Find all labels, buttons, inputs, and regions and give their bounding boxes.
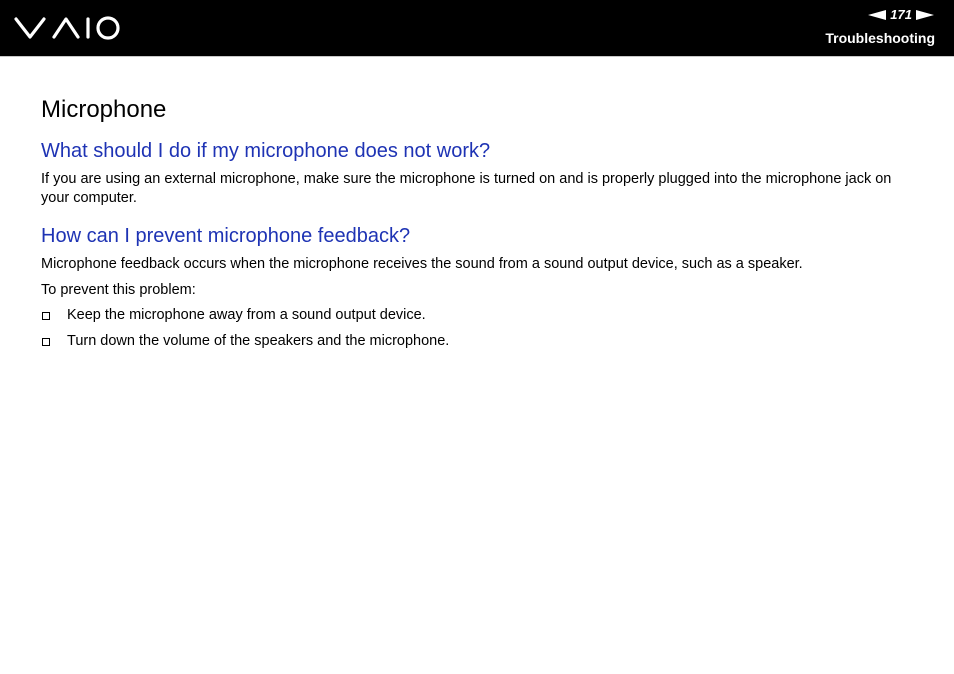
checkbox-bullet-icon: [42, 338, 50, 346]
answer-not-working: If you are using an external microphone, make sure the microphone is turned on and is properly plugged into the microphone jack on your computer.: [41, 171, 892, 206]
question-heading-feedback: How can I prevent microphone feedback?: [41, 225, 411, 247]
list-item: [41, 332, 921, 351]
list-item-text: Turn down the volume of the speakers and the microphone.: [67, 333, 450, 349]
section-label: Troubleshooting: [825, 30, 935, 46]
next-page-icon[interactable]: [916, 10, 934, 20]
checkbox-bullet-icon: [42, 312, 50, 320]
question-heading-not-working: What should I do if my microphone does not work?: [41, 140, 491, 162]
answer-feedback: Microphone feedback occurs when the microphone receives the sound from a sound output device, such as a speaker.: [41, 256, 803, 272]
page-number: 171: [890, 7, 912, 22]
page-navigator: [868, 7, 934, 22]
prevention-list: [41, 306, 921, 351]
prevent-intro: To prevent this problem:: [41, 282, 196, 298]
header-divider: [0, 56, 954, 57]
vaio-logo: [14, 15, 122, 46]
list-item-text: Keep the microphone away from a sound output device.: [67, 307, 426, 323]
list-item: [41, 306, 921, 325]
header-bar: [0, 0, 954, 56]
previous-page-icon[interactable]: [868, 10, 886, 20]
page-content: [41, 95, 921, 358]
page-title: Microphone: [41, 96, 167, 123]
